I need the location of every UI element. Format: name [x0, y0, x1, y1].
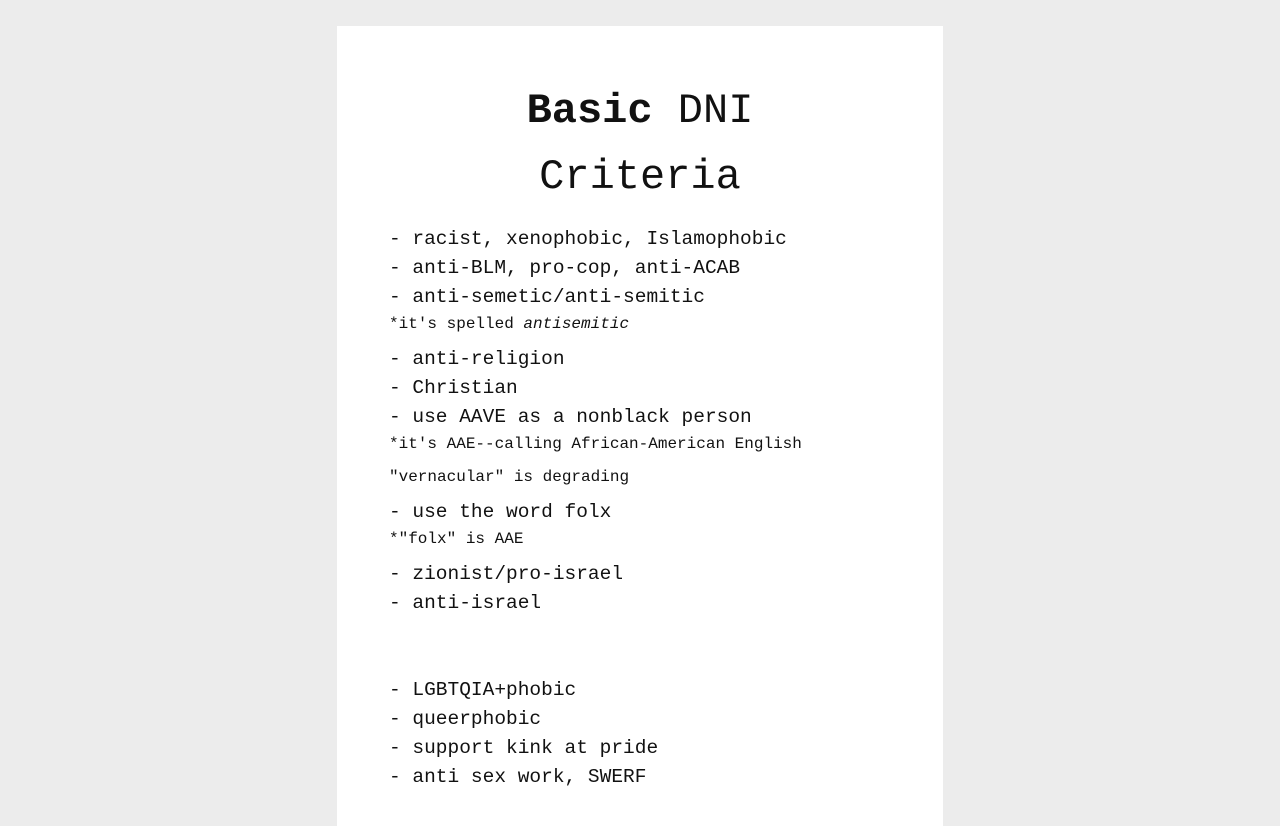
page-title: [337, 78, 943, 210]
list-item: - anti sex work, SWERF: [389, 766, 647, 788]
list-item: - support kink at pride: [389, 737, 659, 759]
title-line-1: [527, 87, 754, 135]
title-bold-word: Basic: [526, 87, 653, 135]
footnote: [389, 312, 909, 337]
list-item: - use AAVE as a nonblack person: [389, 406, 752, 428]
footnote-italic: antisemitic: [523, 315, 630, 333]
footnote: *"folx" is AAE: [389, 530, 524, 548]
list-item: - queerphobic: [389, 708, 542, 730]
footnote-text: *it's spelled: [389, 315, 524, 333]
list-item: - anti-israel: [389, 592, 542, 614]
title-line-2: Criteria: [539, 153, 741, 201]
list-item: - use the word folx: [389, 501, 612, 523]
title-rest: DNI: [652, 87, 754, 135]
footnote: *it's AAE--calling African-American English: [389, 435, 802, 453]
list-item: - anti-BLM, pro-cop, anti-ACAB: [389, 257, 741, 279]
document-page: [337, 26, 943, 826]
section-2: [389, 676, 909, 792]
footnote: "vernacular" is degrading: [389, 468, 630, 486]
list-item: - LGBTQIA+phobic: [389, 679, 577, 701]
list-item: - anti-semetic/anti-semitic: [389, 286, 705, 308]
list-item: - anti-religion: [389, 348, 565, 370]
list-item: - zionist/pro-israel: [389, 563, 624, 585]
criteria-list: [389, 225, 909, 792]
list-item: - Christian: [389, 377, 518, 399]
section-1: [389, 225, 909, 618]
list-item: - racist, xenophobic, Islamophobic: [389, 228, 787, 250]
section-spacer: [389, 618, 909, 676]
